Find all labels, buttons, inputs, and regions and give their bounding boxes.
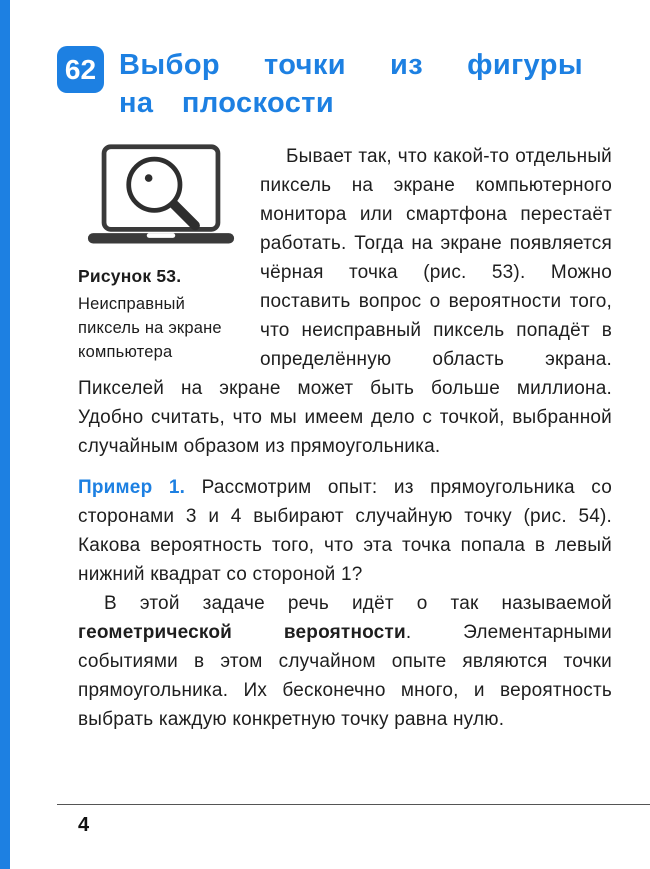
section-header	[0, 0, 650, 122]
example-label: Пример 1.	[78, 477, 186, 498]
left-accent-bar	[0, 0, 10, 869]
figure-caption	[78, 264, 244, 364]
paragraph-geometric-part1: В этой задаче речь идёт о так называемой	[104, 593, 612, 614]
figure-caption-title: Рисунок 53.	[78, 266, 182, 286]
example-text: Рассмотрим опыт: из прямоугольника со сторонами 3 и 4 выбирают случайную точку (рис. 54). Какова вероятность того, что эта точка попала в левый нижний квадрат со стороной 1?	[78, 477, 612, 585]
page-number: 4	[78, 814, 90, 836]
paragraph-intro: Бывает так, что какой-то отдельный пиксель на экране компьютерного монитора или смартфона перестаёт работать. Тогда на экране появляется чёрная точка (рис. 53). Можно поставить вопрос о вероятности того, что неисправный пиксель попадёт в определённую область экрана. Пикселей на экране может быть больше миллиона. Удобно считать, что мы имеем дело с точкой, выбранной случайным образом из прямоугольника.	[78, 146, 612, 457]
section-title: Выбор точки из фигуры на плоскости	[119, 49, 583, 119]
section-number-badge: 62	[57, 46, 104, 93]
paragraph-example	[78, 473, 612, 589]
footer-divider	[57, 804, 650, 806]
paragraph-geometric	[78, 589, 612, 734]
geometric-probability-term: геометрической вероятности	[78, 622, 406, 643]
figure-caption-text: Неисправный пиксель на экране компьютера	[78, 295, 222, 361]
figure-53	[78, 142, 260, 364]
page-body	[0, 122, 650, 734]
paragraph-geometric-part2: . Элементарными событиями в этом случайном опыте являются точки прямоугольника. Их бесконечно много, и вероятность выбрать каждую конкретную точку равна нулю.	[78, 622, 612, 730]
laptop-magnifier-icon	[80, 142, 242, 254]
